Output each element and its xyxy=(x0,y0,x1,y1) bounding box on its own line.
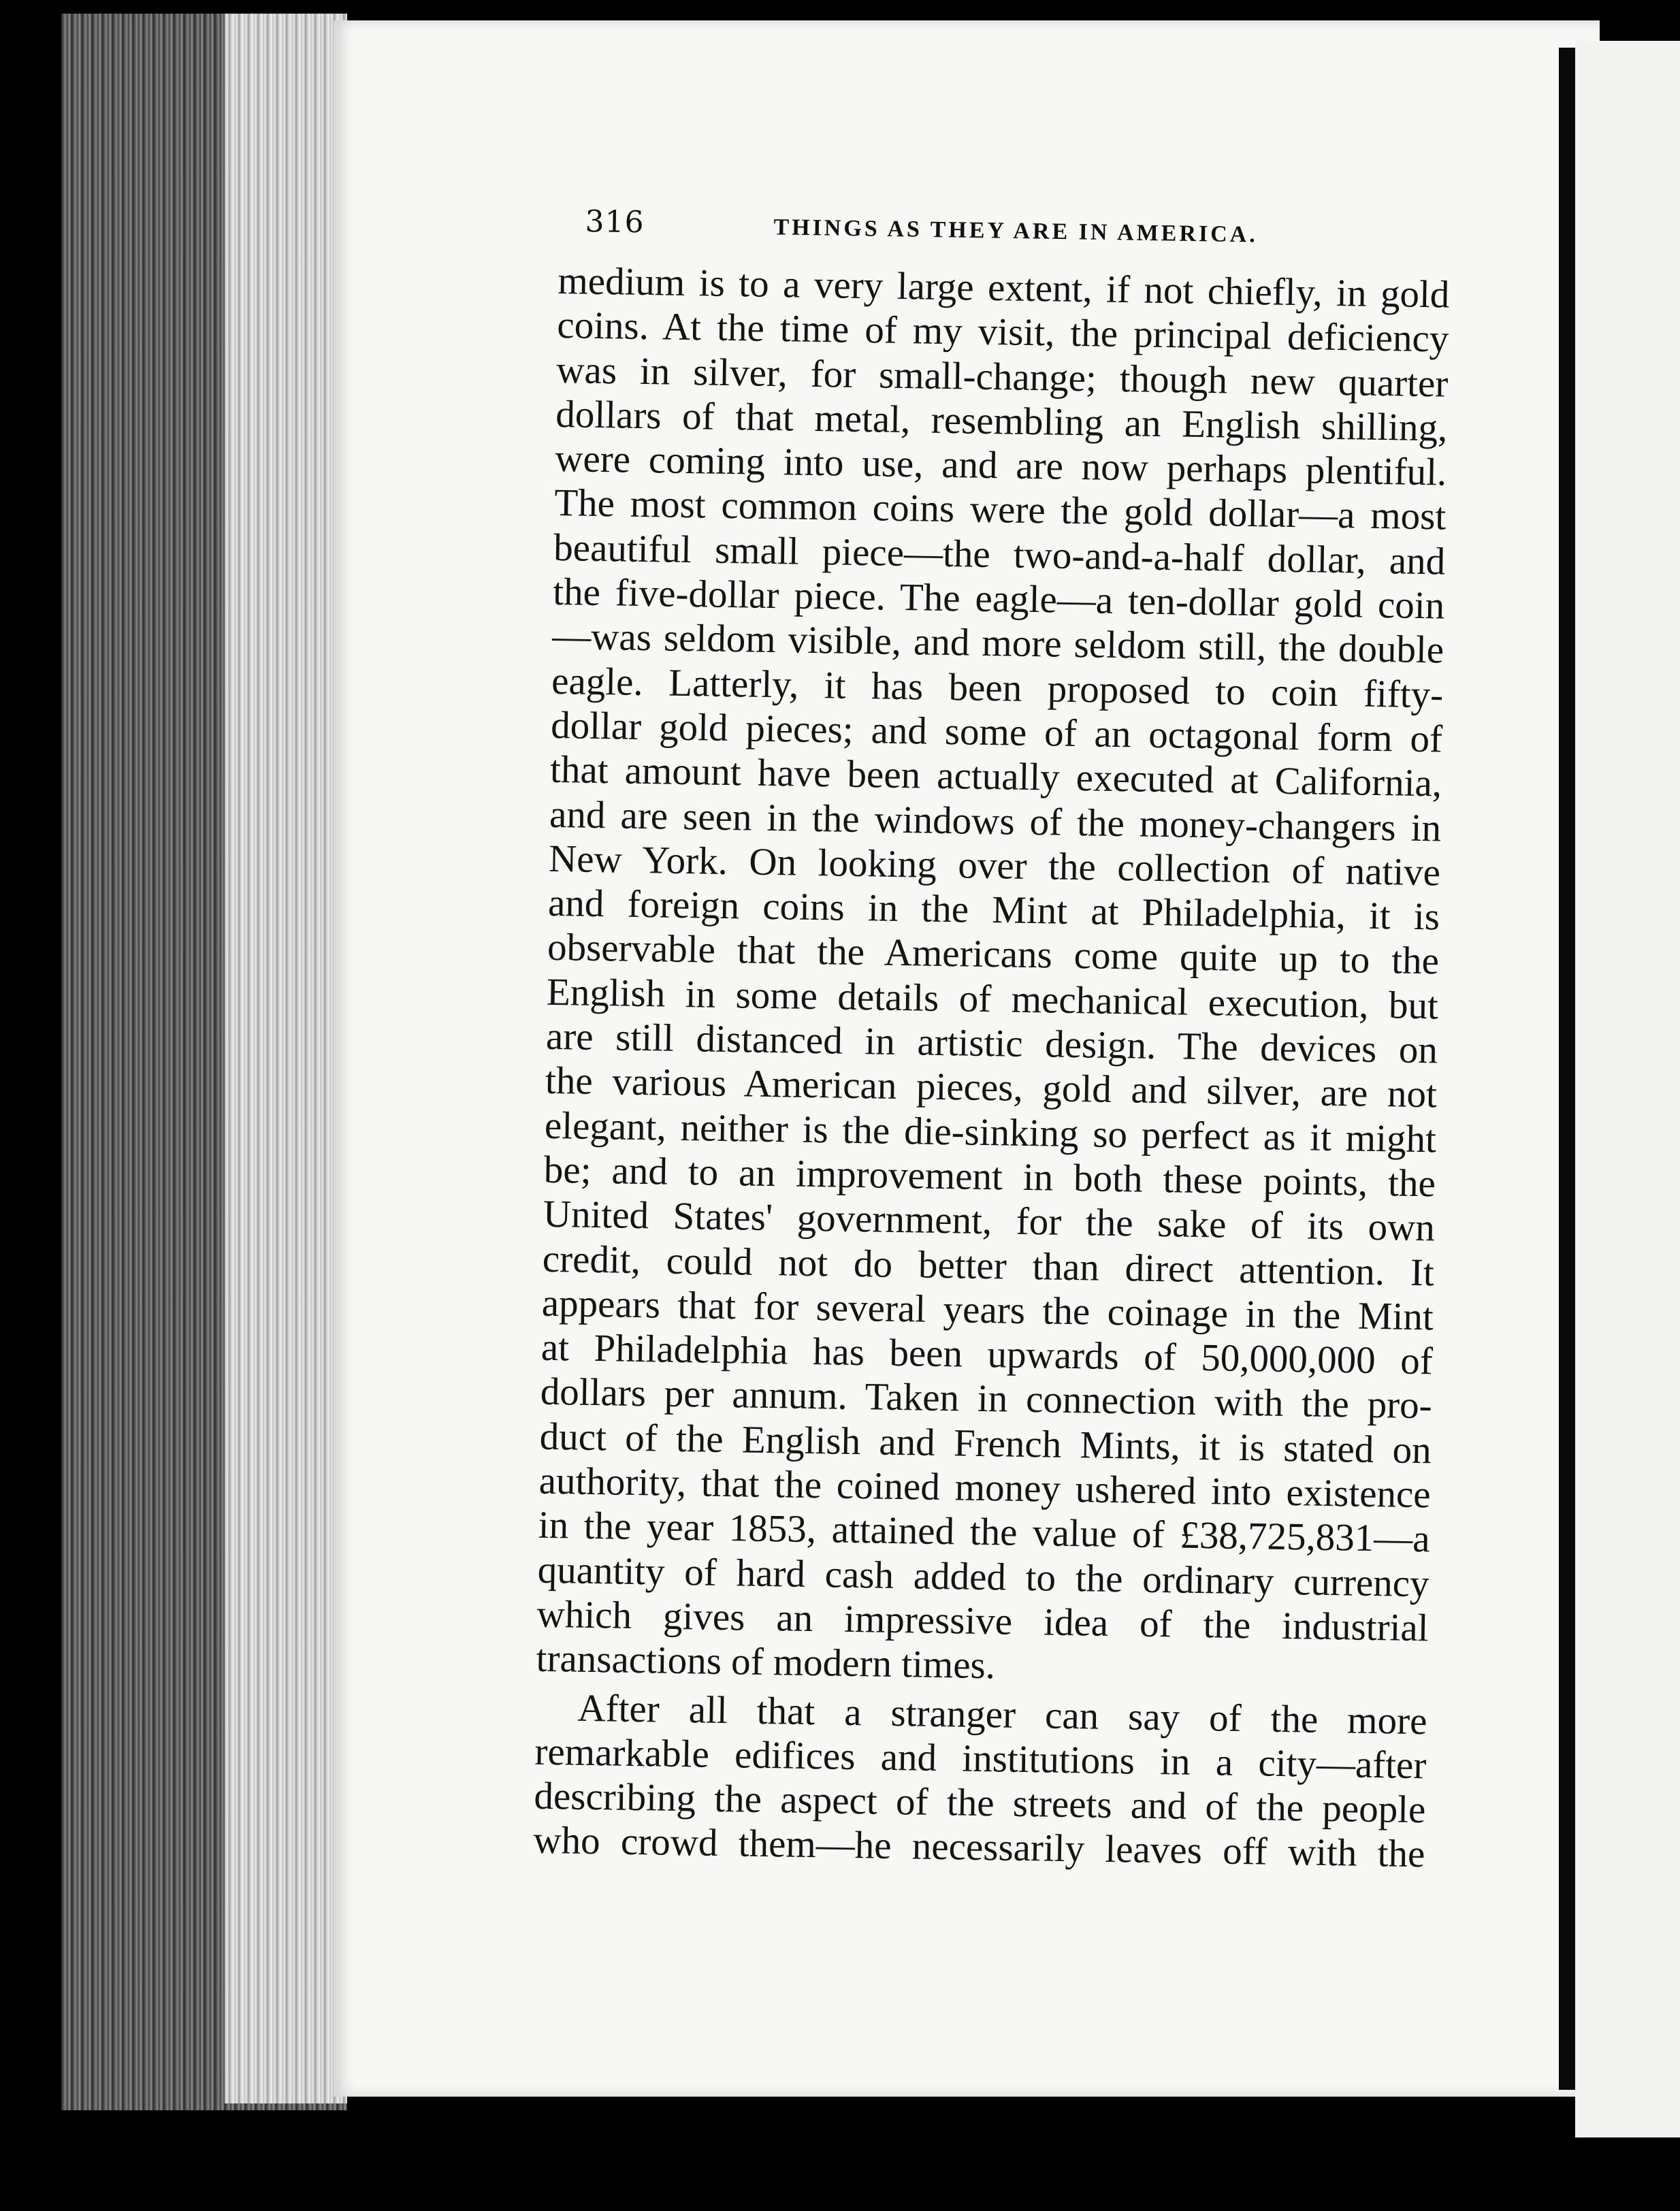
text-line: English in some details of mechanical execution, but xyxy=(546,970,1439,1028)
text-line: which gives an impressive idea of the industrial xyxy=(536,1592,1429,1650)
text-line: medium is to a very large extent, if not chiefly, in gold xyxy=(557,259,1450,317)
text-line: were coming into use, and are now perhaps plentiful. xyxy=(554,437,1447,494)
text-line: are still distanced in artistic design. The devices on xyxy=(545,1014,1438,1072)
text-line: be; and to an improvement in both these points, the xyxy=(543,1148,1436,1206)
text-line: duct of the English and French Mints, it is stated on xyxy=(539,1415,1432,1472)
text-line: observable that the Americans come quite up to the xyxy=(547,926,1440,983)
text-line: elegant, neither is the die-sinking so perfect as it might xyxy=(544,1103,1437,1161)
page-number: 316 xyxy=(585,204,645,240)
book-page-edges-light xyxy=(225,14,347,2103)
text-line: remarkable edifices and institutions in a city—after xyxy=(534,1730,1427,1788)
text-line: who crowd them—he necessarily leaves off with the xyxy=(533,1819,1425,1876)
text-line: at Philadelphia has been upwards of 50,000,000 of xyxy=(540,1325,1434,1383)
text-line: quantity of hard cash added to the ordinary currency xyxy=(537,1548,1430,1605)
text-line: the five-dollar piece. The eagle—a ten-dollar gold coin xyxy=(552,570,1445,628)
body-text xyxy=(533,259,1450,1877)
page-gutter-shadow xyxy=(1559,48,1575,2090)
paragraph-1 xyxy=(536,259,1450,1695)
text-line: appears that for several years the coinage in the Mint xyxy=(541,1281,1434,1339)
text-line: dollar gold pieces; and some of an octagonal form of xyxy=(550,703,1443,761)
text-line: that amount have been actually executed at California, xyxy=(549,748,1442,805)
facing-page-edge xyxy=(1575,41,1680,2137)
text-line: The most common coins were the gold dollar—a most xyxy=(553,481,1447,539)
text-line: After all that a stranger can say of the more xyxy=(577,1686,1427,1743)
text-line: describing the aspect of the streets and of the people xyxy=(534,1774,1426,1832)
text-line: New York. On looking over the collection of native xyxy=(548,837,1441,894)
text-line: dollars of that metal, resembling an English shilling, xyxy=(555,392,1448,450)
text-line: United States' government, for the sake of its own xyxy=(543,1193,1436,1250)
text-line: —was seldom visible, and more seldom still, the double xyxy=(551,615,1444,672)
text-line: the various American pieces, gold and silver, are not xyxy=(545,1059,1438,1116)
text-line: coins. At the time of my visit, the principal deficiency xyxy=(556,304,1449,361)
text-line: eagle. Latterly, it has been proposed to coin fifty- xyxy=(551,659,1444,717)
text-line: authority, that the coined money ushered into existence xyxy=(538,1459,1432,1517)
text-line: dollars per annum. Taken in connection with the pro- xyxy=(540,1370,1433,1427)
text-line: was in silver, for small-change; though new quarter xyxy=(555,348,1449,406)
text-line: and are seen in the windows of the money-changers in xyxy=(549,792,1442,850)
text-line: credit, could not do better than direct attention. It xyxy=(542,1237,1435,1294)
text-line: beautiful small piece—the two-and-a-half dollar, and xyxy=(553,526,1446,583)
paragraph-2 xyxy=(533,1685,1427,1877)
text-line: in the year 1853, attained the value of £38,725,831—a xyxy=(538,1504,1431,1561)
text-line: and foreign coins in the Mint at Philadelphia, it is xyxy=(547,882,1440,939)
text-line: transactions of modern times. xyxy=(536,1636,996,1688)
running-title: THINGS AS THEY ARE IN AMERICA. xyxy=(773,214,1259,248)
